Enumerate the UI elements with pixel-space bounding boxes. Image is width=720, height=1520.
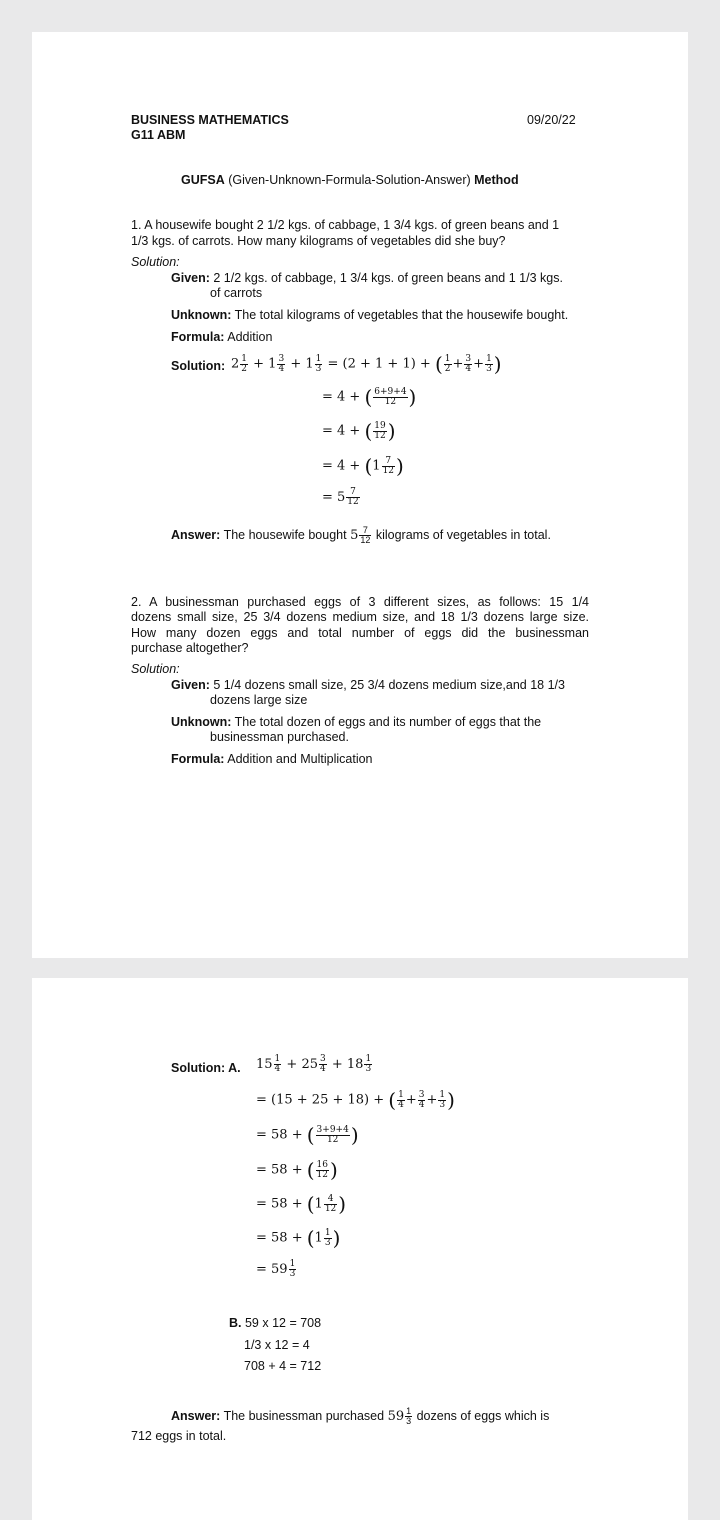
date-label: 09/20/22 [527, 113, 576, 127]
problem1-solution-label: Solution: [131, 255, 180, 269]
problem2-part-b-line2: 1/3 x 12 = 4 [244, 1338, 310, 1352]
problem2-solution-label: Solution: [131, 662, 180, 676]
subject-heading: BUSINESS MATHEMATICS [131, 113, 289, 127]
problem1-equation-4: = 4 + (1 $\frac{7}{12}$ ) [322, 454, 404, 478]
problem2-answer: Answer: The businessman purchased 59 $\frac{1}{3}$ dozens of eggs which is [171, 1406, 550, 1427]
problem1-equation-5: = 5 $\frac{7}{12}$ [322, 487, 359, 507]
problem2-question-line1: 2. A businessman purchased eggs of 3 different sizes, as follows: 15 1/4 [131, 595, 589, 609]
problem1-solution-step-label: Solution: [171, 359, 226, 373]
problem1-question-line2: 1/3 kgs. of carrots. How many kilograms of vegetables did she buy? [131, 234, 506, 248]
problem2-part-b-line1: B. 59 x 12 = 708 [229, 1316, 322, 1330]
problem2-equation-5: = 58 + (1 $\frac{4}{12}$ ) [256, 1192, 347, 1216]
problem2-question-line3: How many dozen eggs and total number of eggs did the businessman [131, 626, 589, 640]
problem2-given-line2: dozens large size [210, 693, 308, 707]
problem2-equation-4: = 58 + ( $\frac{16}{12}$ ) [256, 1158, 338, 1182]
problem2-given: Given: 5 1/4 dozens small size, 25 3/4 dozens medium size,and 18 1/3 [171, 678, 565, 692]
problem2-question-line2: dozens small size, 25 3/4 dozens medium size, and 18 1/3 dozens large size. [131, 610, 589, 624]
problem2-part-b-line3: 708 + 4 = 712 [244, 1359, 322, 1373]
problem1-answer: Answer: The housewife bought 5 $\frac{7}{12}$ kilograms of vegetables in total. [171, 525, 551, 546]
problem2-equation-6: = 58 + (1 $\frac{1}{3}$ ) [256, 1226, 341, 1250]
problem1-equation-1: 2 $\frac{1}{2}$ + 1 $\frac{3}{4}$ + 1 $\frac{1}{3}$ = (2 + 1 + 1) + ( $\frac{1}{2}$ + $\frac{3}{4}$ + $\frac{1}{3}$ ) [231, 352, 502, 376]
problem2-unknown: Unknown: The total dozen of eggs and its number of eggs that the [171, 715, 542, 729]
document-page-1 [32, 32, 688, 958]
problem1-formula: Formula: Addition [171, 330, 273, 344]
problem2-solution-a-label: Solution: A. [171, 1061, 241, 1075]
method-title: GUFSA (Given-Unknown-Formula-Solution-Answer) Method [181, 173, 519, 187]
problem2-answer-line2: 712 eggs in total. [131, 1429, 227, 1443]
problem2-equation-7: = 59 $\frac{1}{3}$ [256, 1259, 296, 1279]
problem1-unknown: Unknown: The total kilograms of vegetables that the housewife bought. [171, 308, 569, 322]
problem2-equation-1: 15 $\frac{1}{4}$ + 25 $\frac{3}{4}$ + 18 $\frac{1}{3}$ [256, 1054, 372, 1074]
section-heading: G11 ABM [131, 128, 186, 142]
problem1-given-line2: of carrots [210, 286, 263, 300]
document-page-2 [32, 978, 688, 1520]
problem2-question-line4: purchase altogether? [131, 641, 249, 655]
problem1-question-line1: 1. A housewife bought 2 1/2 kgs. of cabbage, 1 3/4 kgs. of green beans and 1 [131, 218, 560, 232]
problem1-equation-3: = 4 + ( $\frac{19}{12}$ ) [322, 419, 396, 443]
problem2-formula: Formula: Addition and Multiplication [171, 752, 373, 766]
problem2-equation-2: = (15 + 25 + 18) + ( $\frac{1}{4}$ + $\frac{3}{4}$ + $\frac{1}{3}$ ) [256, 1088, 455, 1112]
problem1-given: Given: 2 1/2 kgs. of cabbage, 1 3/4 kgs. of green beans and 1 1/3 kgs. [171, 271, 563, 285]
problem1-equation-2: = 4 + ( $\frac{6+9+4}{12}$ ) [322, 385, 417, 409]
problem2-unknown-line2: businessman purchased. [210, 730, 349, 744]
problem2-equation-3: = 58 + ( $\frac{3+9+4}{12}$ ) [256, 1123, 359, 1147]
